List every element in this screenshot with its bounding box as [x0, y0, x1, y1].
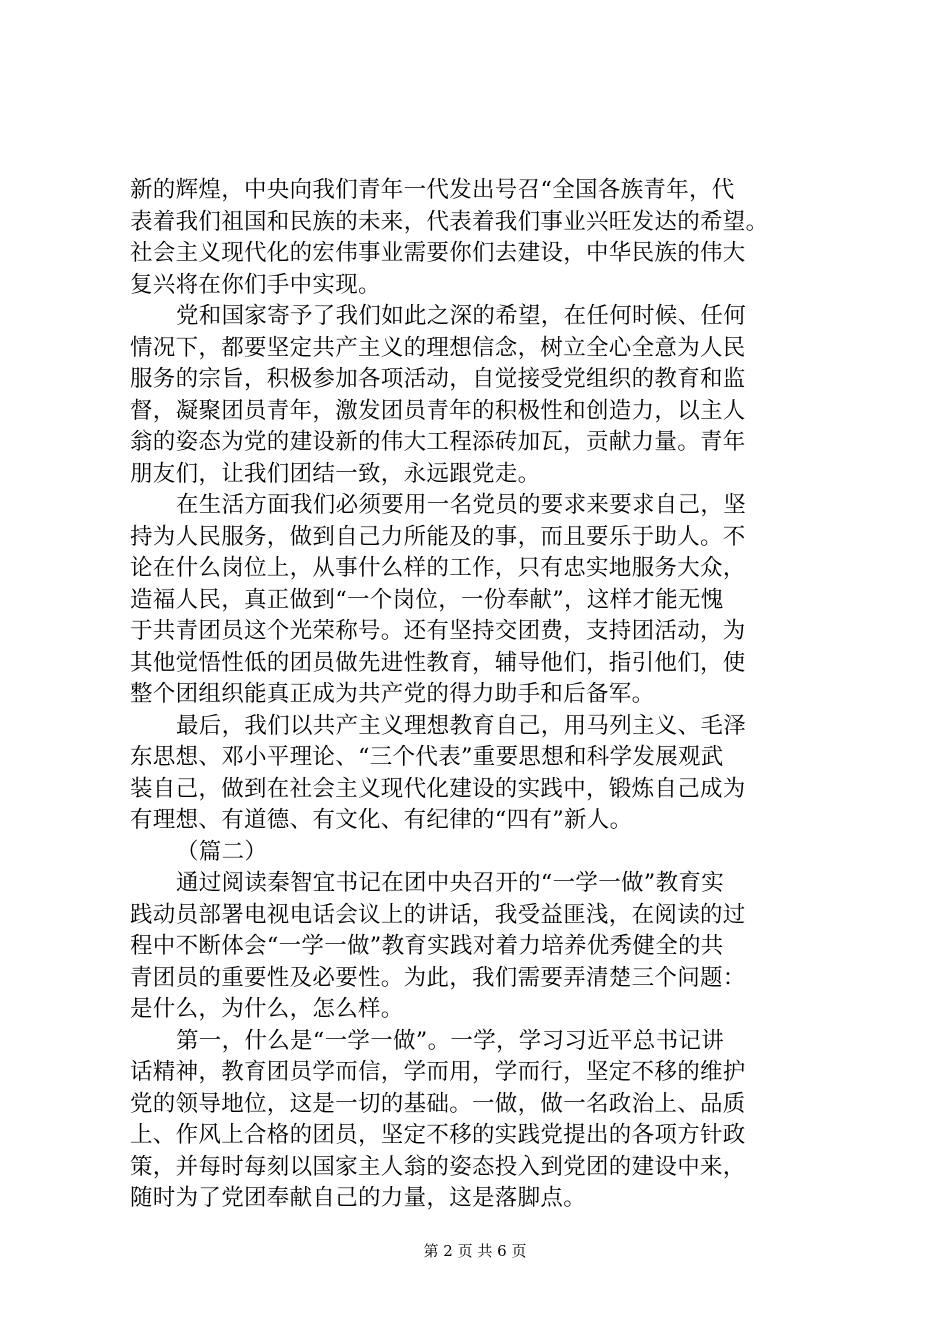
paragraph: [130, 711, 830, 837]
section-heading: [130, 837, 830, 869]
text-line: 上、作风上合格的团员，坚定不移的实践党提出的各项方针政: [130, 1122, 746, 1148]
text-line: 最后，我们以共产主义理想教育自己，用马列主义、毛泽: [176, 712, 747, 739]
paragraph: [130, 175, 830, 301]
text-line: 于共青团员这个光荣称号。还有坚持交团费，支持团活动，为: [130, 618, 746, 644]
text-line: 朋友们，让我们团结一致，永远跟党走。: [130, 460, 541, 487]
paragraph: [130, 490, 830, 711]
text-line: 整个团组织能真正成为共产党的得力助手和后备军。: [130, 681, 655, 707]
text-line: 是什么，为什么，怎么样。: [130, 996, 404, 1022]
text-line: 新的辉煌，中央向我们青年一代发出号召“全国各族青年，代: [130, 177, 735, 203]
text-line: （篇二）: [176, 838, 268, 865]
paragraph: [130, 1026, 830, 1215]
text-line: 其他觉悟性低的团员做先进性教育，辅导他们，指引他们，使: [130, 649, 746, 676]
text-line: 情况下，都要坚定共产主义的理想信念，树立全心全意为人民: [130, 334, 746, 361]
text-line: 有理想、有道德、有文化、有纪律的“四有”新人。: [130, 807, 633, 833]
page-footer: 第 2 页 共 6 页: [423, 1242, 527, 1260]
text-line: 造福人民，真正做到“一个岗位，一份奉献”，这样才能无愧: [130, 586, 724, 613]
text-line: 翁的姿态为党的建设新的伟大工程添砖加瓦，贡献力量。青年: [130, 429, 746, 455]
text-line: 东思想、邓小平理论、“三个代表”重要思想和科学发展观武: [130, 744, 724, 770]
text-line: 服务的宗旨，积极参加各项活动，自觉接受党组织的教育和监: [130, 366, 746, 392]
text-line: 党和国家寄予了我们如此之深的希望，在任何时候、任何: [176, 303, 747, 329]
text-line: 践动员部署电视电话会议上的讲话，我受益匪浅，在阅读的过: [130, 901, 746, 928]
text-line: 通过阅读秦智宜书记在团中央召开的“一学一做”教育实: [176, 870, 725, 896]
text-line: 督，凝聚团员青年，激发团员青年的积极性和创造力，以主人: [130, 397, 746, 424]
text-line: 复兴将在你们手中实现。: [130, 271, 381, 298]
text-line: 社会主义现代化的宏伟事业需要你们去建设，中华民族的伟大: [130, 240, 746, 266]
text-line: 持为人民服务，做到自己力所能及的事，而且要乐于助人。不: [130, 523, 746, 550]
text-line: 话精神，教育团员学而信，学而用，学而行，坚定不移的维护: [130, 1059, 746, 1085]
text-line: 表着我们祖国和民族的未来，代表着我们事业兴旺发达的希望。: [130, 208, 769, 235]
text-line: 装自己，做到在社会主义现代化建设的实践中，锻炼自己成为: [130, 775, 746, 802]
document-body: [130, 175, 830, 1215]
text-line: 策，并每时每刻以国家主人翁的姿态投入到党团的建设中来，: [130, 1153, 746, 1180]
text-line: 在生活方面我们必须要用一名党员的要求来要求自己，坚: [176, 492, 747, 518]
text-line: 第一，什么是“一学一做”。一学，学习习近平总书记讲: [176, 1027, 725, 1054]
text-line: 党的领导地位，这是一切的基础。一做，做一名政治上、品质: [130, 1090, 746, 1117]
text-line: 程中不断体会“一学一做”教育实践对着力培养优秀健全的共: [130, 933, 724, 959]
text-line: 随时为了党团奉献自己的力量，这是落脚点。: [130, 1185, 587, 1211]
paragraph: [130, 301, 830, 490]
text-line: 青团员的重要性及必要性。为此，我们需要弄清楚三个问题：: [130, 964, 746, 991]
paragraph: [130, 868, 830, 1026]
text-line: 论在什么岗位上，从事什么样的工作，只有忠实地服务大众，: [130, 555, 746, 581]
